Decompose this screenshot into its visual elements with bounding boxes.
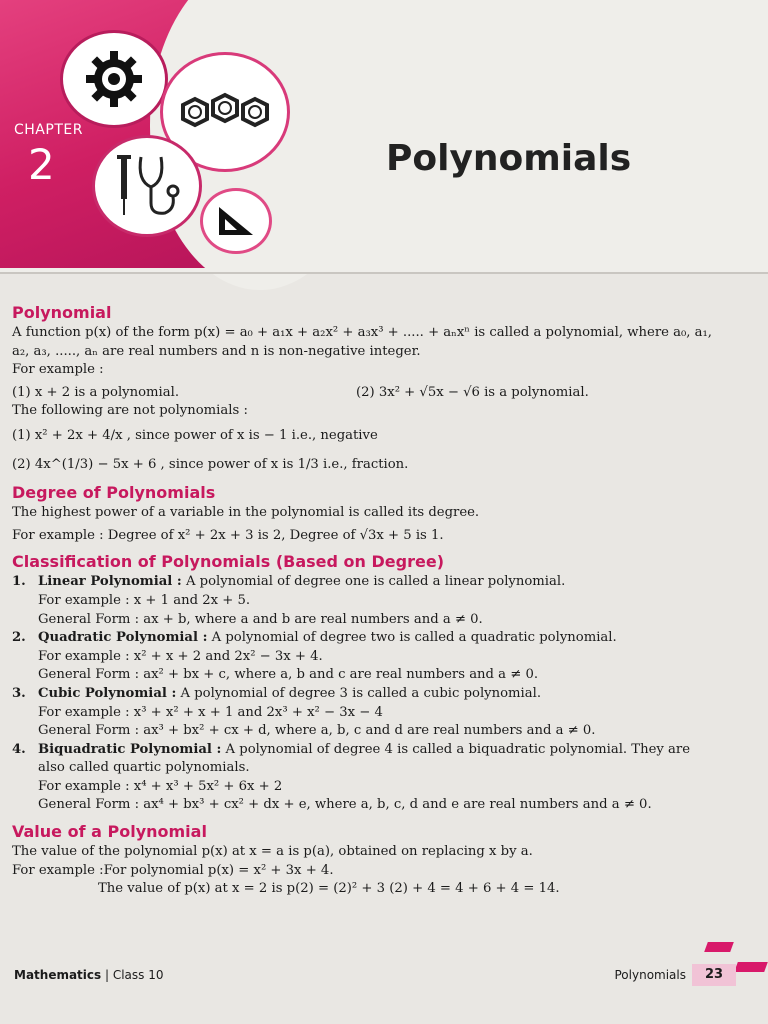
polynomial-def-line2: a₂, a₃, ....., aₙ are real numbers and n is non-negative integer. bbox=[12, 343, 421, 359]
heading-polynomial: Polynomial bbox=[12, 303, 112, 322]
polynomial-def-line1: A function p(x) of the form p(x) = a₀ + a₁x + a₂x² + a₃x³ + ..... + aₙxⁿ is called a polynomial, where a₀, a₁, bbox=[12, 325, 712, 340]
not-polynomial-2: (2) 4x^(1/3) − 5x + 6 , since power of x is 1/3 i.e., fraction. bbox=[12, 456, 409, 472]
medical-circle bbox=[92, 135, 202, 237]
item-title: Cubic Polynomial : bbox=[38, 685, 177, 701]
gear-icon bbox=[82, 47, 146, 111]
item-text: A polynomial of degree 3 is called a cubic polynomial. bbox=[176, 685, 542, 701]
item-general: General Form : ax³ + bx² + cx + d, where a, b, c and d are real numbers and a ≠ 0. bbox=[38, 723, 596, 739]
list-item bbox=[12, 685, 742, 704]
item-number: 4. bbox=[12, 741, 26, 757]
degree-line2: For example : Degree of x² + 2x + 3 is 2, Degree of √3x + 5 is 1. bbox=[12, 527, 444, 543]
not-polynomial-1: (1) x² + 2x + 4/x , since power of x is − 1 i.e., negative bbox=[12, 427, 378, 443]
set-square-circle bbox=[200, 188, 272, 254]
footer-class: | Class 10 bbox=[101, 968, 164, 982]
value-line1: The value of the polynomial p(x) at x = a is p(a), obtained on replacing x by a. bbox=[12, 844, 533, 860]
item-example: For example : x³ + x² + x + 1 and 2x³ + x² − 3x − 4 bbox=[38, 704, 383, 720]
not-polynomial-label: The following are not polynomials : bbox=[12, 403, 248, 419]
item-number: 3. bbox=[12, 685, 26, 701]
item-title: Biquadratic Polynomial : bbox=[38, 741, 222, 757]
item-example: For example : x² + x + 2 and 2x² − 3x + 4. bbox=[38, 648, 323, 664]
item-text-continued: also called quartic polynomials. bbox=[38, 760, 250, 776]
stethoscope-syringe-icon bbox=[109, 151, 185, 221]
molecule-icon bbox=[175, 87, 275, 137]
example-row bbox=[12, 384, 742, 403]
page-title: Polynomials bbox=[386, 138, 632, 179]
page-number: 23 bbox=[692, 964, 736, 986]
set-square-icon bbox=[215, 203, 257, 239]
chapter-banner bbox=[0, 0, 768, 272]
item-general: General Form : ax + b, where a and b are real numbers and a ≠ 0. bbox=[38, 611, 483, 627]
list-item bbox=[12, 573, 742, 592]
item-text: A polynomial of degree 4 is called a biquadratic polynomial. They are bbox=[221, 741, 691, 757]
heading-classification: Classification of Polynomials (Based on Degree) bbox=[12, 552, 444, 572]
value-line2: For example :For polynomial p(x) = x² + 3x + 4. bbox=[12, 862, 334, 878]
item-general: General Form : ax⁴ + bx³ + cx² + dx + e, where a, b, c, d and e are real numbers and a ≠ 0. bbox=[38, 797, 652, 813]
item-title: Linear Polynomial : bbox=[38, 574, 182, 590]
list-item bbox=[12, 629, 742, 648]
item-text: A polynomial of degree one is called a linear polynomial. bbox=[181, 574, 566, 590]
example-2: (2) 3x² + √5x − √6 is a polynomial. bbox=[356, 384, 589, 400]
example-1: (1) x + 2 is a polynomial. bbox=[12, 384, 180, 400]
footer-subject-name: Mathematics bbox=[14, 968, 102, 982]
value-line3: The value of p(x) at x = 2 is p(2) = (2)² + 3 (2) + 4 = 4 + 6 + 4 = 14. bbox=[98, 881, 560, 897]
heading-degree: Degree of Polynomials bbox=[12, 483, 216, 503]
degree-line1: The highest power of a variable in the polynomial is called its degree. bbox=[12, 505, 480, 521]
item-text: A polynomial of degree two is called a quadratic polynomial. bbox=[207, 630, 617, 646]
item-number: 1. bbox=[12, 574, 26, 590]
item-number: 2. bbox=[12, 630, 26, 646]
heading-value: Value of a Polynomial bbox=[12, 822, 207, 842]
item-example: For example : x⁴ + x³ + 5x² + 6x + 2 bbox=[38, 778, 283, 794]
list-item bbox=[12, 741, 742, 760]
example-label: For example : bbox=[12, 362, 104, 378]
gear-circle bbox=[60, 30, 168, 128]
item-general: General Form : ax² + bx + c, where a, b and c are real numbers and a ≠ 0. bbox=[38, 667, 539, 683]
footer-subject bbox=[14, 968, 164, 982]
main-content bbox=[12, 300, 742, 899]
header-divider bbox=[0, 272, 768, 274]
footer-chapter-name: Polynomials bbox=[614, 968, 686, 982]
chapter-number: 2 bbox=[28, 140, 55, 189]
footer-accent-bar bbox=[704, 942, 734, 952]
chapter-label: CHAPTER bbox=[14, 122, 83, 138]
page-footer bbox=[14, 966, 754, 990]
item-example: For example : x + 1 and 2x + 5. bbox=[38, 592, 251, 608]
item-title: Quadratic Polynomial : bbox=[38, 630, 208, 646]
